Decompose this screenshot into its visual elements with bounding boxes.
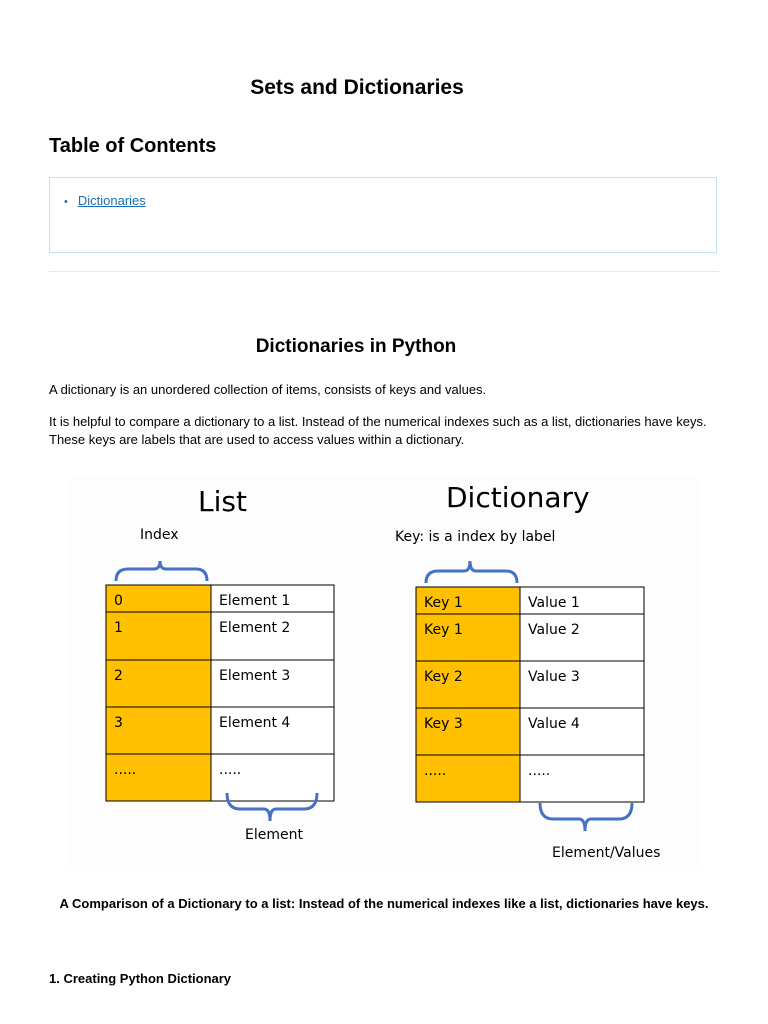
list-value-text: Element 1 — [219, 593, 291, 609]
element-values-label: Element/Values — [552, 845, 661, 861]
table-of-contents — [49, 177, 717, 253]
list-key-text: 3 — [114, 715, 123, 731]
list-value-text: ..... — [219, 762, 242, 778]
dict-value-text: Value 3 — [528, 669, 580, 685]
key-label: Key: is a index by label — [395, 529, 556, 545]
creating-dictionary-heading: 1. Creating Python Dictionary — [49, 971, 232, 986]
dict-key-text: Key 3 — [424, 716, 463, 732]
dict-value-text: Value 2 — [528, 622, 580, 638]
list-title: List — [198, 485, 247, 518]
index-label: Index — [140, 527, 179, 543]
list-key-text: 0 — [114, 593, 123, 609]
list-table — [106, 585, 334, 801]
element-label: Element — [245, 827, 303, 843]
list-key-text: 1 — [114, 620, 123, 636]
figure-caption: A Comparison of a Dictionary to a list: Instead of the numerical indexes like a list, dictionaries have keys. — [59, 896, 709, 911]
list-value-text: Element 3 — [219, 668, 291, 684]
dict-value-text: Value 1 — [528, 595, 580, 611]
list-value-text: Element 4 — [219, 715, 291, 731]
index-bracket-icon — [116, 561, 207, 581]
list-key-text: ..... — [114, 762, 137, 778]
toc-list — [64, 193, 146, 208]
toc-item — [64, 193, 146, 208]
comparison-paragraph: It is helpful to compare a dictionary to a list. Instead of the numerical indexes such as a list, dictionaries have keys. These keys are labels that are used to access values within a dictionary. — [49, 414, 707, 447]
dict-key-text: Key 1 — [424, 622, 463, 638]
bullet-icon: • — [64, 196, 68, 208]
dict-key-text: Key 2 — [424, 669, 463, 685]
key-bracket-icon — [426, 561, 517, 583]
dictionary-table — [416, 587, 644, 802]
list-key-text: 2 — [114, 668, 123, 684]
list-value-text: Element 2 — [219, 620, 291, 636]
intro-paragraph: A dictionary is an unordered collection of items, consists of keys and values. — [49, 382, 487, 397]
section-divider — [49, 271, 719, 272]
figure-svg — [70, 477, 698, 870]
dictionary-title: Dictionary — [446, 481, 590, 514]
values-bracket-icon — [540, 803, 632, 831]
dict-value-text: ..... — [528, 763, 551, 779]
toc-link-dictionaries[interactable]: Dictionaries — [77, 193, 146, 208]
section-title: Dictionaries in Python — [255, 336, 457, 357]
dict-value-text: Value 4 — [528, 716, 580, 732]
dict-key-text: ..... — [424, 763, 447, 779]
toc-heading: Table of Contents — [49, 135, 217, 157]
dict-key-text: Key 1 — [424, 595, 463, 611]
list-vs-dictionary-figure — [70, 477, 698, 870]
page-title: Sets and Dictionaries — [250, 76, 464, 99]
